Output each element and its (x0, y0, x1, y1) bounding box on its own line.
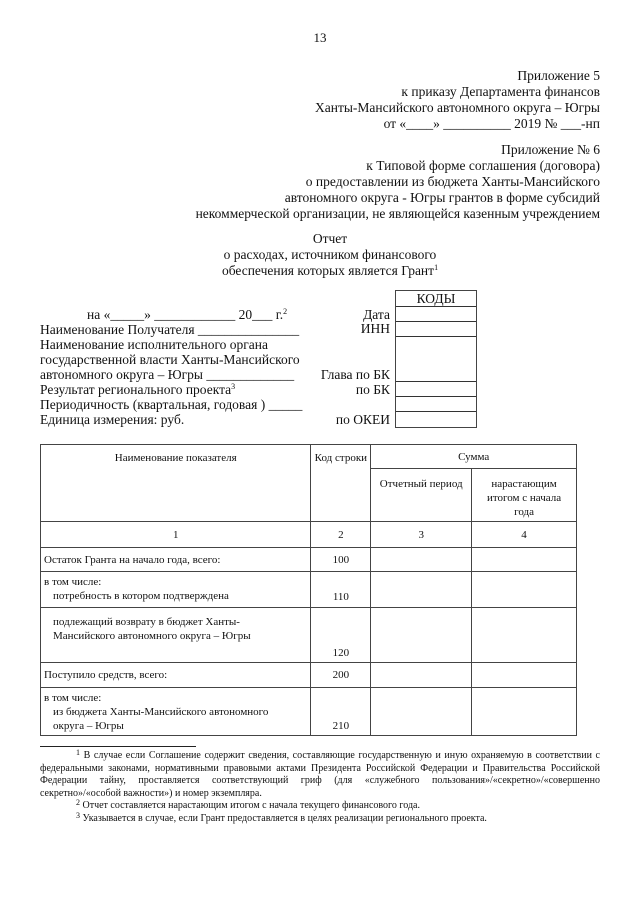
row-label-text: из бюджета Ханты-Мансийского автономного округа – Югры (53, 706, 269, 732)
row-label (41, 688, 311, 736)
row-label: Остаток Гранта на начало года, всего: (41, 548, 311, 572)
footnote-ref[interactable]: 3 (231, 382, 236, 391)
footnote-ref[interactable]: 1 (434, 263, 439, 272)
row-code: 100 (311, 548, 371, 572)
header-indicator: Наименование показателя (41, 445, 311, 522)
row-label-text: потребность в котором подтверждена (53, 590, 229, 602)
appendix-6-line: Приложение № 6 (501, 142, 600, 157)
row-label: Поступило средств, всего: (41, 663, 311, 688)
appendix-6-line: некоммерческой организации, не являющейся казенным учреждением (195, 206, 600, 221)
footnote-3 (40, 810, 600, 826)
footnote-mark: 2 (76, 798, 80, 807)
table-row (41, 688, 577, 736)
header-reporting-period: Отчетный период (371, 469, 472, 522)
report-title (160, 231, 500, 279)
footnote-text: Отчет составляется нарастающим итогом с начала текущего финансового года. (82, 800, 420, 811)
code-cell-po-bk[interactable] (396, 381, 476, 397)
report-date-field[interactable] (87, 307, 287, 323)
footnote-mark: 3 (76, 810, 80, 820)
code-cell-blank[interactable] (396, 396, 476, 412)
table-row (41, 608, 577, 663)
codes-label-glava-bk: Глава по БК (320, 367, 390, 382)
row-period-value[interactable] (371, 608, 472, 663)
row-label-text: подлежащий возврату в бюджет Ханты-Мансийского автономного округа – Югры (53, 616, 251, 642)
row-period-value[interactable] (371, 688, 472, 736)
appendix-5-header (315, 68, 600, 132)
row-label-prefix: в том числе: (44, 692, 102, 704)
authority-label-2: государственной власти Ханты-Мансийского (40, 352, 300, 367)
recipient-field[interactable]: Наименование Получателя _______________ (40, 322, 300, 337)
appendix-6-line: к Типовой форме соглашения (договора) (366, 158, 600, 173)
authority-label-1: Наименование исполнительного органа (40, 337, 269, 352)
page-number: 13 (313, 30, 327, 45)
row-label-prefix: в том числе: (44, 576, 102, 588)
project-result-text: Результат регионального проекта (40, 382, 232, 397)
table-row (41, 663, 577, 688)
row-cumulative-value[interactable] (472, 572, 577, 608)
periodicity-field[interactable]: Периодичность (квартальная, годовая ) _____ (40, 397, 303, 412)
footnote-1 (40, 750, 600, 800)
code-cell-date[interactable] (396, 306, 476, 322)
footnote-ref[interactable]: 2 (283, 307, 288, 316)
codes-label-po-bk: по БК (355, 382, 390, 397)
appendix-5-line: Ханты-Мансийского автономного округа – Югры (315, 100, 600, 115)
report-title-line: Отчет (312, 231, 348, 246)
row-code: 120 (311, 608, 371, 663)
appendix-5-line: от «____» __________ 2019 № ___-нп (383, 116, 600, 131)
row-code: 200 (311, 663, 371, 688)
codes-label-inn: ИНН (360, 321, 390, 336)
report-title-line (160, 263, 500, 279)
appendix-5-line: Приложение 5 (517, 68, 600, 83)
row-cumulative-value[interactable] (472, 688, 577, 736)
project-result-label (40, 382, 235, 398)
row-label (41, 608, 311, 663)
appendix-6-header (196, 142, 600, 222)
footnote-divider (40, 746, 196, 747)
codes-label-date: Дата (363, 307, 390, 322)
column-number: 1 (41, 522, 311, 548)
row-label (41, 572, 311, 608)
codes-box (395, 290, 477, 428)
appendix-6-line: о предоставлении из бюджета Ханты-Мансийского (305, 174, 600, 189)
footnote-2 (40, 800, 600, 813)
row-cumulative-value[interactable] (472, 608, 577, 663)
row-code: 110 (311, 572, 371, 608)
footnote-text: В случае если Соглашение содержит сведения, составляющие государственную и иную охраняемую в соответствии с федеральными законами, нормативными правовыми актами Президента Российской Федерации и Правительства Российской Федерации тайну, проставляется соответствующий гриф (для «служебного пользования»/«секретно»/«совершенно секретно»/«особой важности») и номер экземпляра. (40, 750, 601, 799)
row-cumulative-value[interactable] (472, 663, 577, 688)
row-period-value[interactable] (371, 548, 472, 572)
footnote-mark: 1 (76, 748, 80, 757)
unit-label: Единица измерения: руб. (40, 412, 185, 427)
codes-label-okei: по ОКЕИ (335, 412, 390, 427)
column-number: 3 (371, 522, 472, 548)
footnotes (40, 750, 600, 825)
column-number: 4 (472, 522, 577, 548)
code-cell-glava-bk[interactable] (396, 336, 476, 382)
authority-field[interactable]: автономного округа – Югры _____________ (40, 367, 295, 382)
report-date-text: на «_____» ____________ 20___ г. (87, 307, 284, 322)
table-row (41, 548, 577, 572)
header-sum: Сумма (371, 445, 577, 469)
code-cell-inn[interactable] (396, 321, 476, 337)
row-period-value[interactable] (371, 572, 472, 608)
appendix-6-line: автономного округа - Югры грантов в форме субсидий (284, 190, 600, 205)
appendix-5-line: к приказу Департамента финансов (401, 84, 600, 99)
footnote-text: Указывается в случае, если Грант предоставляется в целях реализации регионального проекта. (82, 812, 487, 824)
report-title-text: обеспечения которых является Грант (221, 263, 435, 278)
column-number: 2 (311, 522, 371, 548)
report-title-line: о расходах, источником финансового (223, 247, 437, 262)
header-row-code: Код строки (311, 445, 371, 522)
row-code: 210 (311, 688, 371, 736)
code-cell-okei[interactable] (396, 411, 476, 429)
table-row (41, 572, 577, 608)
codes-title: КОДЫ (416, 291, 456, 306)
header-cumulative: нарастающим итогом с начала года (472, 469, 577, 522)
row-cumulative-value[interactable] (472, 548, 577, 572)
expenses-table (40, 444, 577, 736)
row-period-value[interactable] (371, 663, 472, 688)
